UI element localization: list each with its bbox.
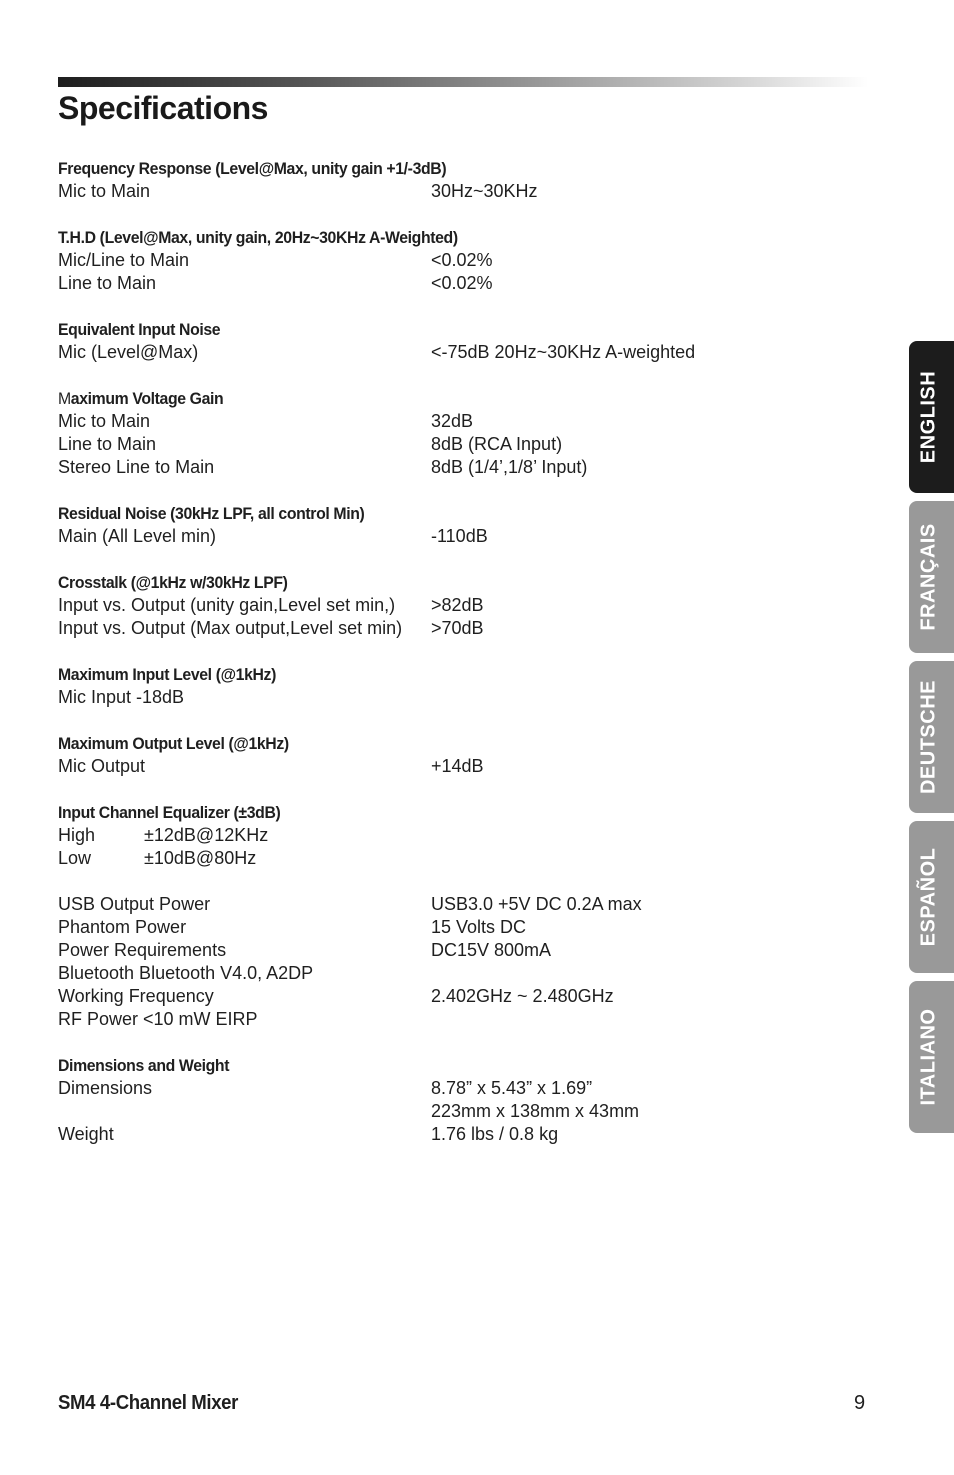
spec-row: [58, 1077, 858, 1100]
spec-group-residual-noise: [58, 502, 858, 548]
tab-english[interactable]: [909, 341, 954, 493]
spec-heading: Maximum Output Level (@1kHz): [58, 734, 289, 753]
spec-heading: T.H.D (Level@Max, unity gain, 20Hz~30KHz A-Weighted): [58, 228, 458, 247]
spec-row: [58, 525, 858, 548]
tab-deutsche[interactable]: [909, 661, 954, 813]
footer-product-name: SM4 4-Channel Mixer: [58, 1392, 239, 1414]
tab-espanol[interactable]: [909, 821, 954, 973]
spec-row: [58, 249, 858, 272]
spec-value: >70dB: [431, 618, 484, 638]
spec-label: Line to Main: [58, 273, 157, 293]
spec-group-dimensions: [58, 1054, 858, 1146]
spec-label: Input vs. Output (Max output,Level set min): [58, 618, 403, 638]
spec-heading: [58, 387, 802, 410]
spec-label: Mic Output: [58, 756, 146, 776]
tab-label: ESPAÑOL: [917, 847, 940, 947]
spec-value: 8dB (1/4’,1/8’ Input): [431, 457, 588, 477]
spec-label: USB Output Power: [58, 894, 211, 914]
spec-row: [58, 824, 858, 847]
spec-value: ±10dB@80Hz: [144, 848, 257, 868]
spec-label: Dimensions: [58, 1078, 153, 1098]
spec-row: [58, 1008, 858, 1031]
page-number: 9: [854, 1392, 866, 1414]
tab-label: ITALIANO: [917, 1008, 940, 1106]
spec-row: [58, 180, 858, 203]
spec-value: 30Hz~30KHz: [431, 181, 538, 201]
spec-group-thd: [58, 226, 858, 295]
spec-label: Power Requirements: [58, 940, 227, 960]
spec-label: RF Power <10 mW EIRP: [58, 1009, 258, 1029]
spec-row: [58, 433, 858, 456]
spec-row: [58, 410, 858, 433]
spec-value: 32dB: [431, 411, 474, 431]
spec-label: Mic (Level@Max): [58, 342, 199, 362]
spec-label: Low: [58, 848, 92, 868]
spec-value: 2.402GHz ~ 2.480GHz: [431, 986, 614, 1006]
spec-heading-initial: M: [58, 389, 71, 408]
spec-heading: Maximum Input Level (@1kHz): [58, 665, 276, 684]
spec-row: [58, 893, 858, 916]
spec-heading-rest: aximum Voltage Gain: [70, 389, 224, 408]
spec-group-max-output-level: [58, 732, 858, 778]
spec-row: [58, 594, 858, 617]
spec-label: Main (All Level min): [58, 526, 217, 546]
spec-value: -110dB: [431, 526, 488, 546]
spec-heading: Dimensions and Weight: [58, 1056, 230, 1075]
spec-label: Mic to Main: [58, 181, 151, 201]
spec-heading: Input Channel Equalizer (±3dB): [58, 803, 281, 822]
spec-row: [58, 272, 858, 295]
spec-label: High: [58, 825, 96, 845]
spec-group-power: [58, 893, 858, 1031]
spec-value: <-75dB 20Hz~30KHz A-weighted: [431, 342, 696, 362]
spec-label: Stereo Line to Main: [58, 457, 215, 477]
spec-row: [58, 456, 858, 479]
spec-row: [58, 985, 858, 1008]
spec-group-crosstalk: [58, 571, 858, 640]
spec-row: [58, 1123, 858, 1146]
spec-value: 15 Volts DC: [431, 917, 527, 937]
spec-row: [58, 847, 858, 870]
spec-label: Mic to Main: [58, 411, 151, 431]
spec-value: >82dB: [431, 595, 484, 615]
spec-value: 1.76 lbs / 0.8 kg: [431, 1124, 559, 1144]
spec-group-input-noise: [58, 318, 858, 364]
spec-group-max-input-level: [58, 663, 858, 709]
spec-row: [58, 1100, 858, 1123]
header-gradient-rule: [58, 77, 868, 87]
spec-value: <0.02%: [431, 250, 493, 270]
spec-label: Line to Main: [58, 434, 157, 454]
spec-group-frequency-response: [58, 157, 858, 203]
spec-value: ±12dB@12KHz: [144, 825, 269, 845]
spec-row: [58, 962, 858, 985]
spec-label: Mic/Line to Main: [58, 250, 190, 270]
tab-label: ENGLISH: [917, 370, 940, 464]
spec-label: Weight: [58, 1124, 114, 1144]
spec-row: [58, 686, 858, 709]
spec-label: Bluetooth Bluetooth V4.0, A2DP: [58, 963, 314, 983]
spec-group-voltage-gain: [58, 387, 858, 479]
spec-value: 8.78” x 5.43” x 1.69”: [431, 1078, 593, 1098]
spec-value: USB3.0 +5V DC 0.2A max: [431, 894, 642, 914]
specifications-list: [58, 157, 858, 1169]
tab-italiano[interactable]: [909, 981, 954, 1133]
tab-label: DEUTSCHE: [917, 679, 940, 795]
spec-row: [58, 617, 858, 640]
spec-row: [58, 341, 858, 364]
spec-value: 223mm x 138mm x 43mm: [431, 1101, 640, 1121]
spec-label: Phantom Power: [58, 917, 187, 937]
spec-label: Input vs. Output (unity gain,Level set min,): [58, 595, 396, 615]
spec-group-equalizer: [58, 801, 858, 870]
spec-row: [58, 755, 858, 778]
spec-label: Mic Input -18dB: [58, 687, 185, 707]
spec-value: <0.02%: [431, 273, 493, 293]
spec-value: 8dB (RCA Input): [431, 434, 563, 454]
spec-heading: Frequency Response (Level@Max, unity gain +1/-3dB): [58, 159, 447, 178]
spec-heading: Equivalent Input Noise: [58, 320, 221, 339]
spec-heading: Crosstalk (@1kHz w/30kHz LPF): [58, 573, 288, 592]
tab-label: FRANÇAIS: [917, 523, 940, 631]
spec-row: [58, 939, 858, 962]
spec-row: [58, 916, 858, 939]
tab-francais[interactable]: [909, 501, 954, 653]
spec-label: Working Frequency: [58, 986, 214, 1006]
spec-heading: Residual Noise (30kHz LPF, all control Min): [58, 504, 365, 523]
spec-value: DC15V 800mA: [431, 940, 552, 960]
spec-value: +14dB: [431, 756, 484, 776]
page-title: Specifications: [58, 90, 268, 126]
